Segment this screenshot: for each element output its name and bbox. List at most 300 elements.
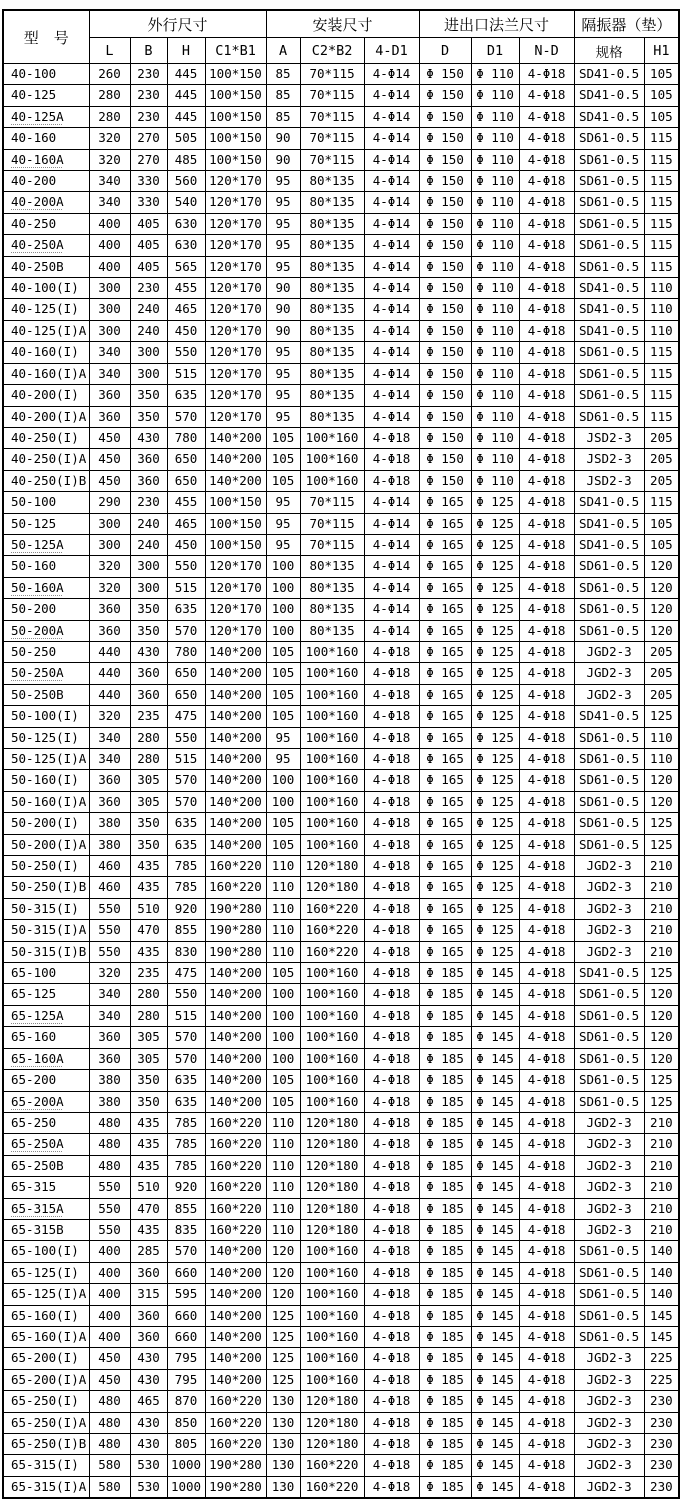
cell-4-d1: 4-Φ14	[364, 492, 419, 513]
cell-c2xb2: 160*220	[300, 941, 364, 962]
cell-c2xb2: 120*180	[300, 877, 364, 898]
cell-n-d: 4-Φ18	[519, 534, 574, 555]
cell-n-d: 4-Φ18	[519, 941, 574, 962]
cell-d: Φ 165	[419, 534, 471, 555]
cell-h1: 105	[644, 85, 679, 106]
cell-d1: Φ 145	[471, 1369, 519, 1390]
model-cell: 40-125	[3, 85, 89, 106]
cell-d: Φ 150	[419, 278, 471, 299]
cell-d1: Φ 110	[471, 427, 519, 448]
model-cell: 65-200A	[3, 1091, 89, 1112]
cell-d: Φ 185	[419, 1219, 471, 1240]
cell-c1xb1: 140*200	[205, 834, 266, 855]
cell-c1xb1: 140*200	[205, 1091, 266, 1112]
model-cell: 40-200(I)A	[3, 406, 89, 427]
cell-d1: Φ 110	[471, 85, 519, 106]
cell-h1: 115	[644, 213, 679, 234]
table-row	[3, 299, 679, 320]
cell-h1: 120	[644, 770, 679, 791]
cell-h: 505	[167, 128, 205, 149]
cell-c2xb2: 70*115	[300, 85, 364, 106]
cell-a: 95	[266, 256, 300, 277]
cell-c2xb2: 160*220	[300, 920, 364, 941]
cell-h1: 140	[644, 1241, 679, 1262]
cell-spec: SD61-0.5	[574, 192, 644, 213]
cell-h: 635	[167, 813, 205, 834]
cell-c1xb1: 140*200	[205, 1241, 266, 1262]
model-cell: 40-160(I)	[3, 342, 89, 363]
cell-h: 630	[167, 213, 205, 234]
cell-n-d: 4-Φ18	[519, 427, 574, 448]
model-cell: 65-160	[3, 1027, 89, 1048]
cell-spec: SD41-0.5	[574, 64, 644, 85]
model-cell: 40-250(I)B	[3, 470, 89, 491]
cell-h: 785	[167, 877, 205, 898]
cell-h1: 145	[644, 1326, 679, 1347]
cell-d1: Φ 145	[471, 1027, 519, 1048]
cell-h: 630	[167, 235, 205, 256]
cell-l: 290	[89, 492, 130, 513]
cell-n-d: 4-Φ18	[519, 128, 574, 149]
cell-c2xb2: 80*135	[300, 213, 364, 234]
cell-d: Φ 150	[419, 85, 471, 106]
cell-h1: 210	[644, 941, 679, 962]
cell-h: 650	[167, 663, 205, 684]
cell-4-d1: 4-Φ18	[364, 1241, 419, 1262]
cell-a: 120	[266, 1262, 300, 1283]
cell-d: Φ 150	[419, 171, 471, 192]
cell-n-d: 4-Φ18	[519, 64, 574, 85]
model-cell: 50-250	[3, 641, 89, 662]
cell-b: 350	[130, 620, 167, 641]
cell-spec: SD61-0.5	[574, 213, 644, 234]
cell-h1: 210	[644, 1155, 679, 1176]
cell-h: 485	[167, 149, 205, 170]
cell-n-d: 4-Φ18	[519, 556, 574, 577]
cell-d: Φ 165	[419, 941, 471, 962]
cell-n-d: 4-Φ18	[519, 1112, 574, 1133]
cell-a: 105	[266, 813, 300, 834]
cell-h1: 210	[644, 920, 679, 941]
cell-spec: SD61-0.5	[574, 577, 644, 598]
cell-h: 475	[167, 706, 205, 727]
cell-b: 240	[130, 299, 167, 320]
cell-c2xb2: 100*160	[300, 1326, 364, 1347]
cell-c2xb2: 70*115	[300, 513, 364, 534]
cell-d1: Φ 110	[471, 299, 519, 320]
cell-n-d: 4-Φ18	[519, 1262, 574, 1283]
cell-c1xb1: 100*150	[205, 64, 266, 85]
cell-b: 530	[130, 1476, 167, 1498]
cell-b: 300	[130, 577, 167, 598]
cell-a: 105	[266, 1091, 300, 1112]
cell-4-d1: 4-Φ18	[364, 427, 419, 448]
cell-c2xb2: 100*160	[300, 1348, 364, 1369]
model-cell: 65-160(I)A	[3, 1326, 89, 1347]
cell-spec: SD61-0.5	[574, 770, 644, 791]
cell-l: 280	[89, 85, 130, 106]
cell-l: 300	[89, 278, 130, 299]
cell-h1: 110	[644, 320, 679, 341]
cell-d: Φ 165	[419, 684, 471, 705]
cell-d1: Φ 145	[471, 1326, 519, 1347]
cell-h1: 115	[644, 128, 679, 149]
table-row	[3, 513, 679, 534]
cell-l: 340	[89, 342, 130, 363]
cell-n-d: 4-Φ18	[519, 149, 574, 170]
cell-d1: Φ 110	[471, 149, 519, 170]
col-header-n-d: N-D	[519, 38, 574, 64]
cell-n-d: 4-Φ18	[519, 749, 574, 770]
cell-h: 540	[167, 192, 205, 213]
cell-c1xb1: 120*170	[205, 192, 266, 213]
cell-l: 340	[89, 749, 130, 770]
cell-d: Φ 150	[419, 363, 471, 384]
cell-4-d1: 4-Φ18	[364, 898, 419, 919]
col-header-a: A	[266, 38, 300, 64]
cell-l: 320	[89, 128, 130, 149]
cell-c2xb2: 100*160	[300, 1027, 364, 1048]
cell-d: Φ 165	[419, 577, 471, 598]
cell-d1: Φ 110	[471, 385, 519, 406]
cell-n-d: 4-Φ18	[519, 1177, 574, 1198]
cell-4-d1: 4-Φ18	[364, 749, 419, 770]
model-cell: 50-160(I)	[3, 770, 89, 791]
cell-b: 230	[130, 64, 167, 85]
cell-h: 650	[167, 470, 205, 491]
cell-c2xb2: 120*180	[300, 1219, 364, 1240]
cell-c1xb1: 140*200	[205, 770, 266, 791]
cell-a: 100	[266, 620, 300, 641]
table-row	[3, 385, 679, 406]
cell-a: 100	[266, 577, 300, 598]
cell-a: 110	[266, 1198, 300, 1219]
cell-b: 435	[130, 1219, 167, 1240]
cell-h1: 110	[644, 727, 679, 748]
table-row	[3, 706, 679, 727]
model-cell: 65-200(I)A	[3, 1369, 89, 1390]
cell-l: 280	[89, 106, 130, 127]
cell-a: 105	[266, 834, 300, 855]
cell-4-d1: 4-Φ14	[364, 213, 419, 234]
table-row	[3, 449, 679, 470]
cell-spec: JGD2-3	[574, 856, 644, 877]
cell-4-d1: 4-Φ18	[364, 941, 419, 962]
cell-c2xb2: 80*135	[300, 620, 364, 641]
cell-a: 90	[266, 299, 300, 320]
table-row	[3, 1391, 679, 1412]
model-cell: 65-250(I)A	[3, 1412, 89, 1433]
cell-d: Φ 165	[419, 599, 471, 620]
cell-d: Φ 165	[419, 749, 471, 770]
cell-c1xb1: 120*170	[205, 363, 266, 384]
cell-h: 780	[167, 427, 205, 448]
cell-l: 380	[89, 1070, 130, 1091]
cell-l: 480	[89, 1155, 130, 1176]
cell-d: Φ 185	[419, 1455, 471, 1476]
cell-h: 550	[167, 984, 205, 1005]
cell-c2xb2: 80*135	[300, 320, 364, 341]
cell-a: 105	[266, 1070, 300, 1091]
cell-spec: SD41-0.5	[574, 492, 644, 513]
cell-d: Φ 185	[419, 1048, 471, 1069]
cell-l: 360	[89, 1048, 130, 1069]
cell-h1: 125	[644, 706, 679, 727]
cell-d: Φ 185	[419, 1070, 471, 1091]
cell-c1xb1: 160*220	[205, 877, 266, 898]
cell-4-d1: 4-Φ18	[364, 1198, 419, 1219]
cell-c2xb2: 100*160	[300, 1262, 364, 1283]
cell-c1xb1: 120*170	[205, 342, 266, 363]
model-cell: 65-250(I)B	[3, 1434, 89, 1455]
cell-d: Φ 185	[419, 1177, 471, 1198]
cell-h: 445	[167, 106, 205, 127]
model-cell: 65-160(I)	[3, 1305, 89, 1326]
cell-b: 300	[130, 556, 167, 577]
cell-h: 570	[167, 406, 205, 427]
cell-h1: 210	[644, 1219, 679, 1240]
cell-c1xb1: 100*150	[205, 106, 266, 127]
cell-c1xb1: 160*220	[205, 1134, 266, 1155]
cell-d1: Φ 145	[471, 1455, 519, 1476]
cell-d: Φ 150	[419, 149, 471, 170]
cell-c2xb2: 80*135	[300, 171, 364, 192]
cell-h: 515	[167, 577, 205, 598]
cell-c2xb2: 120*180	[300, 1412, 364, 1433]
cell-d: Φ 165	[419, 770, 471, 791]
cell-d1: Φ 110	[471, 320, 519, 341]
cell-h1: 140	[644, 1262, 679, 1283]
cell-l: 380	[89, 813, 130, 834]
cell-l: 340	[89, 171, 130, 192]
cell-c2xb2: 100*160	[300, 684, 364, 705]
cell-c1xb1: 160*220	[205, 1155, 266, 1176]
cell-b: 435	[130, 1112, 167, 1133]
cell-a: 125	[266, 1348, 300, 1369]
cell-n-d: 4-Φ18	[519, 492, 574, 513]
table-header	[3, 10, 679, 64]
cell-a: 125	[266, 1305, 300, 1326]
cell-c1xb1: 140*200	[205, 641, 266, 662]
cell-l: 550	[89, 1177, 130, 1198]
model-cell: 65-250A	[3, 1134, 89, 1155]
cell-a: 110	[266, 877, 300, 898]
cell-c2xb2: 100*160	[300, 1048, 364, 1069]
cell-c1xb1: 120*170	[205, 620, 266, 641]
cell-spec: SD61-0.5	[574, 1241, 644, 1262]
cell-n-d: 4-Φ18	[519, 1434, 574, 1455]
cell-d1: Φ 145	[471, 1476, 519, 1498]
cell-c2xb2: 100*160	[300, 984, 364, 1005]
cell-4-d1: 4-Φ18	[364, 684, 419, 705]
model-cell: 40-125(I)A	[3, 320, 89, 341]
cell-h1: 225	[644, 1369, 679, 1390]
cell-h: 550	[167, 727, 205, 748]
cell-b: 430	[130, 1369, 167, 1390]
cell-spec: SD61-0.5	[574, 385, 644, 406]
cell-c2xb2: 100*160	[300, 770, 364, 791]
cell-n-d: 4-Φ18	[519, 620, 574, 641]
cell-c1xb1: 120*170	[205, 599, 266, 620]
model-cell: 50-125A	[3, 534, 89, 555]
cell-h: 465	[167, 513, 205, 534]
cell-h1: 115	[644, 256, 679, 277]
cell-d: Φ 165	[419, 663, 471, 684]
cell-n-d: 4-Φ18	[519, 171, 574, 192]
cell-4-d1: 4-Φ18	[364, 877, 419, 898]
cell-c2xb2: 100*160	[300, 963, 364, 984]
cell-c1xb1: 140*200	[205, 791, 266, 812]
model-cell: 40-200(I)	[3, 385, 89, 406]
cell-c2xb2: 100*160	[300, 427, 364, 448]
cell-b: 360	[130, 1326, 167, 1347]
cell-4-d1: 4-Φ18	[364, 1305, 419, 1326]
model-cell: 40-250A	[3, 235, 89, 256]
model-cell: 40-160(I)A	[3, 363, 89, 384]
cell-a: 125	[266, 1326, 300, 1347]
cell-d1: Φ 125	[471, 556, 519, 577]
cell-c1xb1: 140*200	[205, 963, 266, 984]
cell-spec: SD61-0.5	[574, 235, 644, 256]
cell-d: Φ 185	[419, 1369, 471, 1390]
cell-4-d1: 4-Φ18	[364, 1155, 419, 1176]
model-cell: 50-125	[3, 513, 89, 534]
cell-h: 565	[167, 256, 205, 277]
cell-h1: 115	[644, 171, 679, 192]
cell-n-d: 4-Φ18	[519, 1391, 574, 1412]
cell-h1: 230	[644, 1476, 679, 1498]
cell-l: 300	[89, 513, 130, 534]
col-header-c1xb1: C1*B1	[205, 38, 266, 64]
cell-n-d: 4-Φ18	[519, 1155, 574, 1176]
cell-spec: JGD2-3	[574, 1476, 644, 1498]
cell-b: 430	[130, 641, 167, 662]
cell-spec: JGD2-3	[574, 1434, 644, 1455]
table-row	[3, 320, 679, 341]
cell-a: 100	[266, 599, 300, 620]
cell-b: 280	[130, 727, 167, 748]
model-cell: 50-160A	[3, 577, 89, 598]
cell-spec: JGD2-3	[574, 1391, 644, 1412]
model-cell: 65-315(I)	[3, 1455, 89, 1476]
model-cell: 50-250(I)B	[3, 877, 89, 898]
cell-h1: 125	[644, 963, 679, 984]
table-row	[3, 1326, 679, 1347]
cell-d: Φ 165	[419, 727, 471, 748]
cell-c1xb1: 160*220	[205, 1112, 266, 1133]
cell-spec: JGD2-3	[574, 684, 644, 705]
cell-a: 120	[266, 1284, 300, 1305]
cell-d1: Φ 125	[471, 684, 519, 705]
cell-h1: 115	[644, 192, 679, 213]
cell-c1xb1: 100*150	[205, 128, 266, 149]
cell-c2xb2: 80*135	[300, 278, 364, 299]
cell-4-d1: 4-Φ14	[364, 85, 419, 106]
cell-h: 805	[167, 1434, 205, 1455]
cell-a: 100	[266, 1048, 300, 1069]
cell-d1: Φ 125	[471, 770, 519, 791]
cell-c1xb1: 160*220	[205, 1412, 266, 1433]
model-cell: 40-250(I)A	[3, 449, 89, 470]
cell-spec: JGD2-3	[574, 1219, 644, 1240]
cell-spec: JGD2-3	[574, 663, 644, 684]
cell-c2xb2: 100*160	[300, 449, 364, 470]
cell-c1xb1: 140*200	[205, 663, 266, 684]
cell-h: 780	[167, 641, 205, 662]
cell-h1: 105	[644, 534, 679, 555]
cell-c2xb2: 120*180	[300, 856, 364, 877]
cell-c1xb1: 140*200	[205, 1284, 266, 1305]
cell-n-d: 4-Φ18	[519, 235, 574, 256]
cell-d1: Φ 110	[471, 64, 519, 85]
table-row	[3, 856, 679, 877]
cell-4-d1: 4-Φ14	[364, 128, 419, 149]
cell-spec: JSD2-3	[574, 449, 644, 470]
cell-c1xb1: 190*280	[205, 1455, 266, 1476]
group-header-outline-dimensions: 外行尺寸	[89, 10, 266, 38]
table-row	[3, 770, 679, 791]
cell-spec: JGD2-3	[574, 941, 644, 962]
cell-h: 870	[167, 1391, 205, 1412]
cell-spec: SD61-0.5	[574, 256, 644, 277]
cell-d1: Φ 145	[471, 1177, 519, 1198]
cell-a: 130	[266, 1455, 300, 1476]
cell-b: 430	[130, 427, 167, 448]
cell-4-d1: 4-Φ18	[364, 1391, 419, 1412]
cell-spec: SD61-0.5	[574, 599, 644, 620]
cell-l: 360	[89, 620, 130, 641]
cell-n-d: 4-Φ18	[519, 106, 574, 127]
cell-4-d1: 4-Φ14	[364, 534, 419, 555]
table-row	[3, 235, 679, 256]
cell-spec: SD61-0.5	[574, 1091, 644, 1112]
table-row	[3, 363, 679, 384]
cell-c2xb2: 70*115	[300, 149, 364, 170]
model-cell: 50-315(I)	[3, 898, 89, 919]
cell-l: 480	[89, 1434, 130, 1455]
cell-d: Φ 165	[419, 706, 471, 727]
cell-spec: JGD2-3	[574, 1134, 644, 1155]
cell-n-d: 4-Φ18	[519, 984, 574, 1005]
cell-4-d1: 4-Φ14	[364, 620, 419, 641]
table-row	[3, 1219, 679, 1240]
table-row	[3, 278, 679, 299]
model-cell: 50-125(I)	[3, 727, 89, 748]
cell-l: 320	[89, 556, 130, 577]
cell-b: 230	[130, 492, 167, 513]
cell-l: 320	[89, 577, 130, 598]
cell-h1: 120	[644, 1048, 679, 1069]
cell-spec: SD61-0.5	[574, 984, 644, 1005]
cell-a: 105	[266, 706, 300, 727]
cell-h1: 225	[644, 1348, 679, 1369]
model-cell: 50-200	[3, 599, 89, 620]
cell-a: 95	[266, 534, 300, 555]
cell-spec: SD61-0.5	[574, 1284, 644, 1305]
cell-h1: 115	[644, 406, 679, 427]
cell-4-d1: 4-Φ18	[364, 834, 419, 855]
cell-spec: SD41-0.5	[574, 320, 644, 341]
cell-b: 430	[130, 1348, 167, 1369]
table-row	[3, 1112, 679, 1133]
cell-a: 95	[266, 727, 300, 748]
model-cell: 50-250(I)	[3, 856, 89, 877]
table-row	[3, 749, 679, 770]
cell-a: 100	[266, 984, 300, 1005]
cell-c1xb1: 140*200	[205, 1070, 266, 1091]
col-header-spec: 规格	[574, 38, 644, 64]
cell-l: 550	[89, 898, 130, 919]
